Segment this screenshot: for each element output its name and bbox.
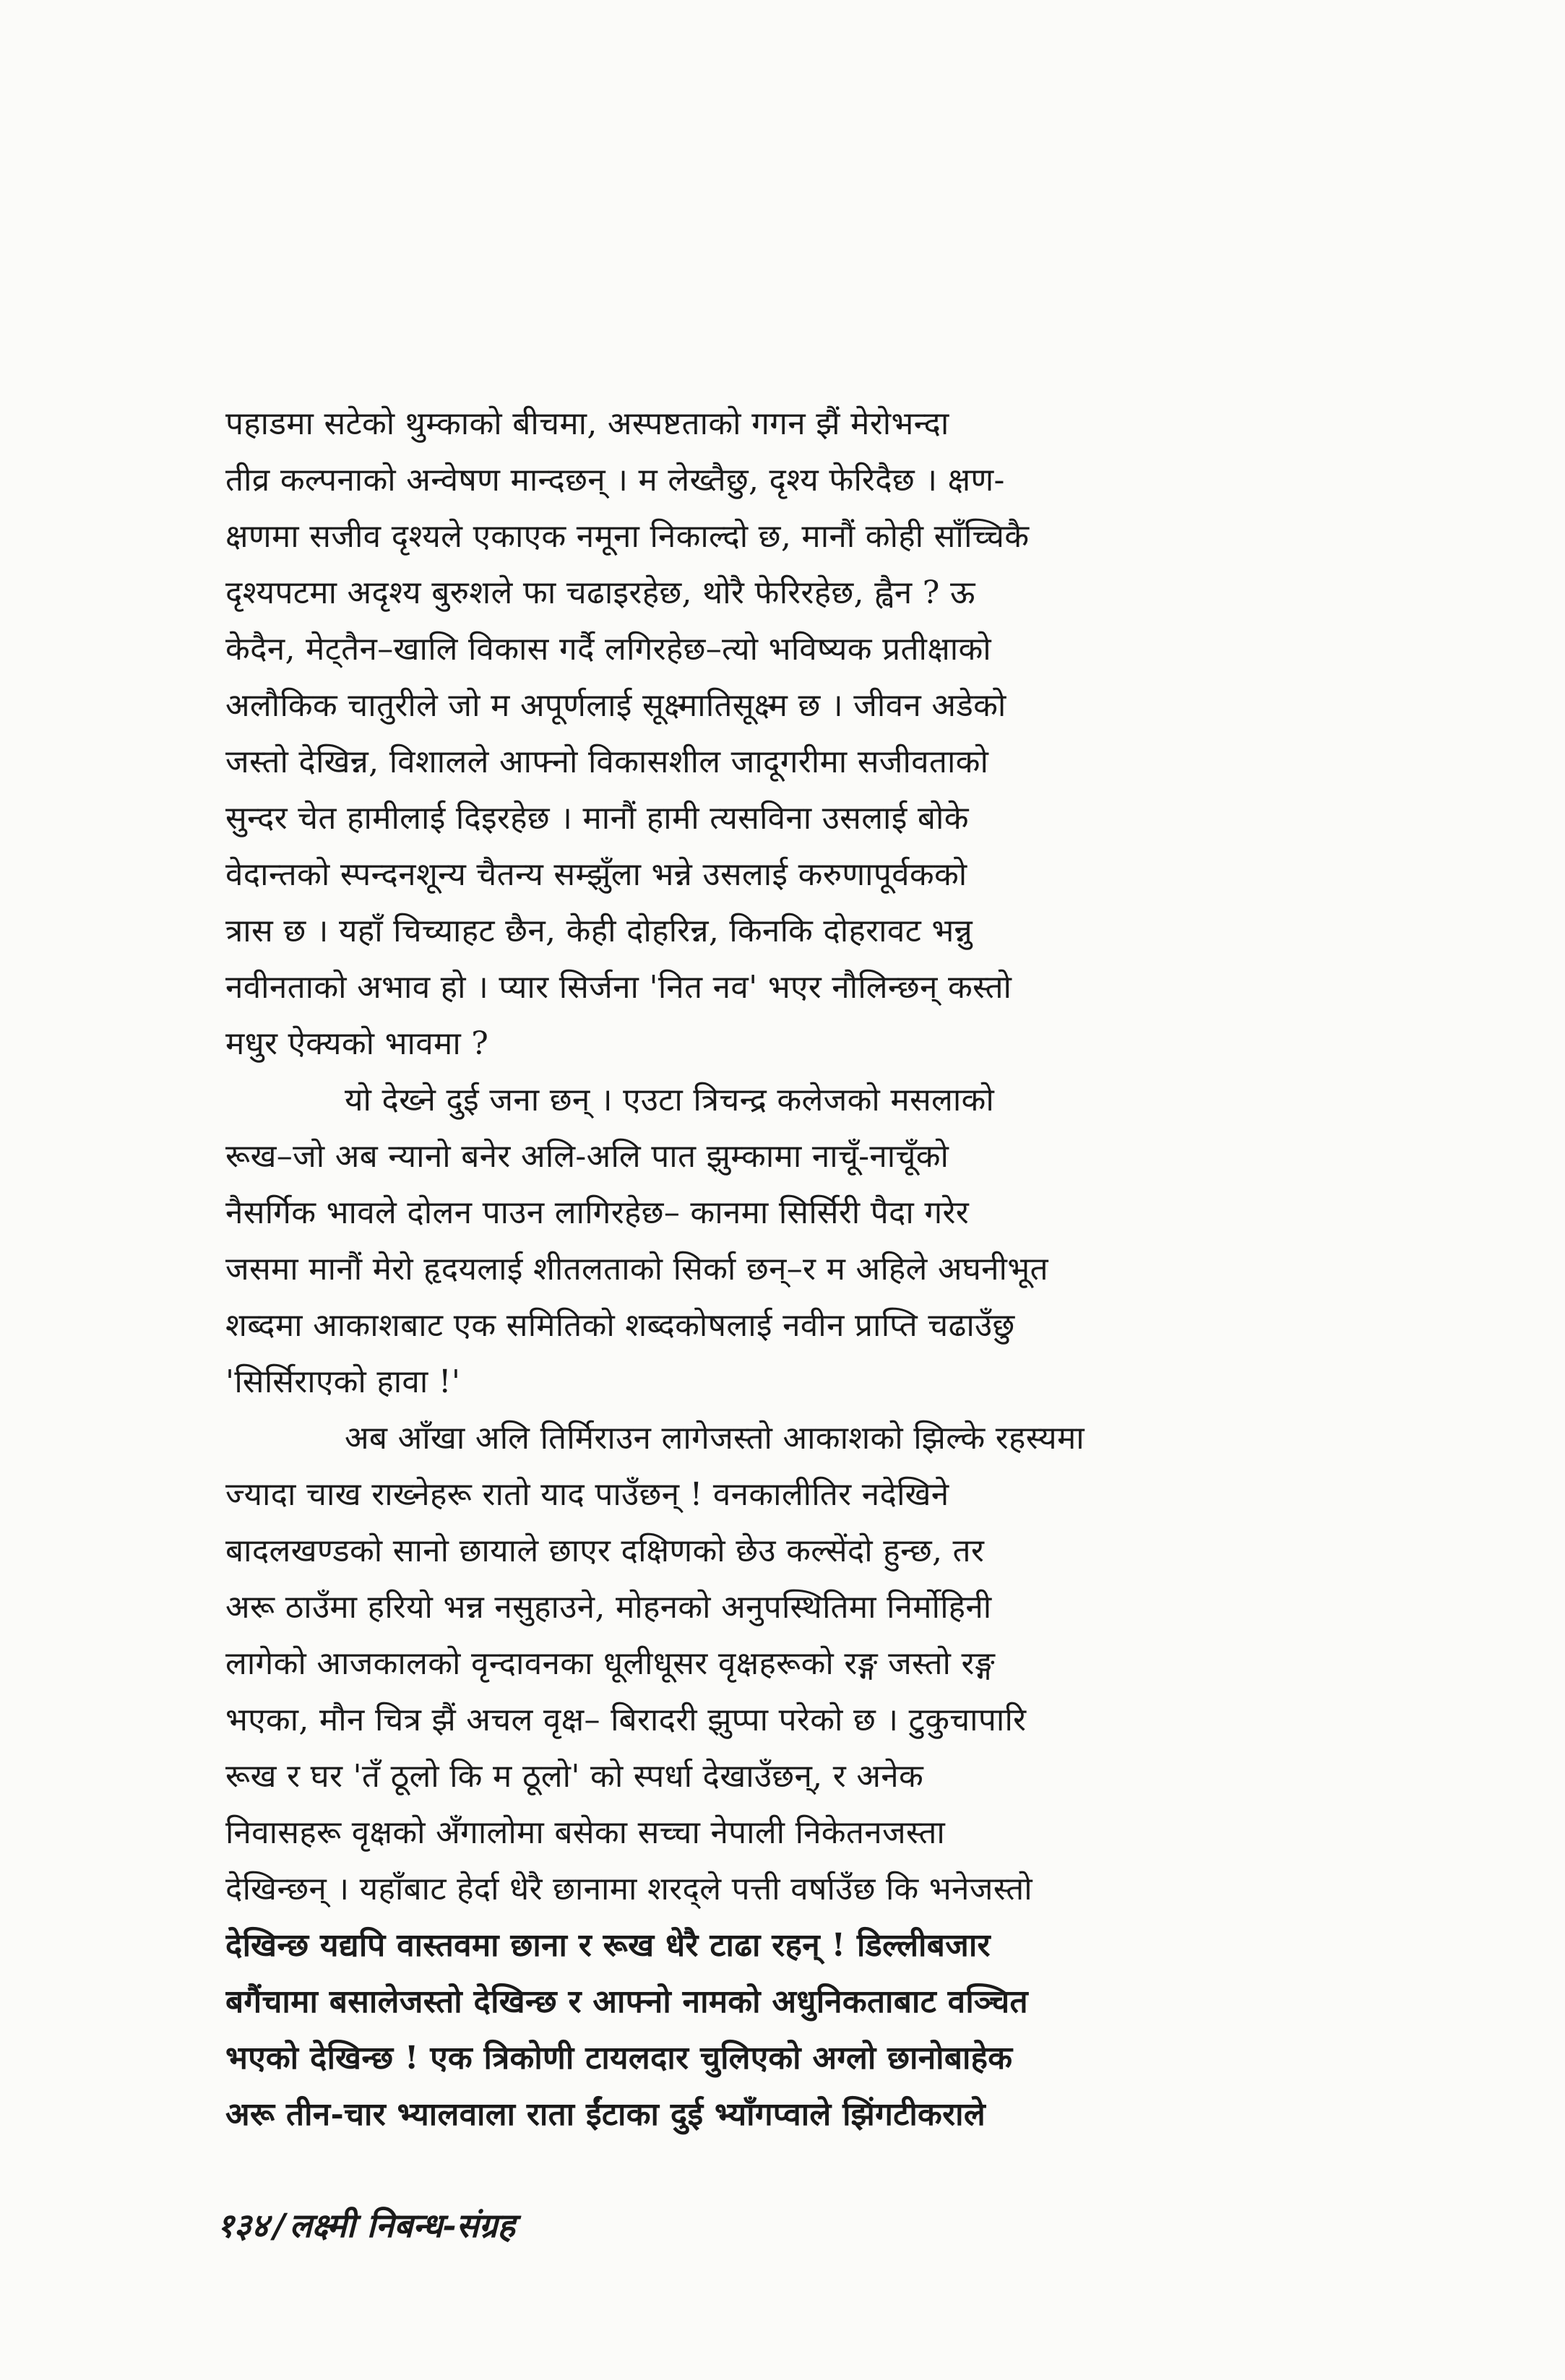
text-line: भएका, मौन चित्र झैं अचल वृक्ष– बिरादरी झुप्पा परेको छ । टुकुचापारि [225, 1702, 1027, 1738]
text-line: शब्दमा आकाशबाट एक समितिको शब्दकोषलाई नवीन प्राप्ति चढाउँछु [225, 1307, 1015, 1344]
text-line: नवीनताको अभाव हो । प्यार सिर्जना 'नित नव' भएर नौलिन्छन् कस्तो [225, 969, 1012, 1006]
text-line: मधुर ऐक्यको भावमा ? [225, 1025, 489, 1062]
text-line: अरू ठाउँमा हरियो भन्न नसुहाउने, मोहनको अनुपस्थितिमा निर्मोहिनी [225, 1589, 992, 1626]
text-line: नैसर्गिक भावले दोलन पाउन लागिरहेछ– कानमा सिर्सिरी पैदा गरेर [225, 1194, 970, 1231]
text-line: ज्यादा चाख राख्नेहरू रातो याद पाउँछन् ! वनकालीतिर नदेखिने [225, 1476, 949, 1513]
text-line: भएको देखिन्छ ! एक त्रिकोणी टायलदार चुलिएको अग्लो छानोबाहेक [225, 2040, 1013, 2077]
text-line: देखिन्छ यद्यपि वास्तवमा छाना र रूख धेरै टाढा रहन् ! डिल्लीबजार [225, 1927, 991, 1964]
text-line: 'सिर्सिराएको हावा !' [225, 1363, 461, 1400]
text-line: तीव्र कल्पनाको अन्वेषण मान्दछन् । म लेख्तैछु, दृश्य फेरिदैछ । क्षण- [225, 462, 1005, 499]
text-line: पहाडमा सटेको थुम्काको बीचमा, अस्पष्टताको गगन झैं मेरोभन्दा [225, 405, 949, 442]
book-title: लक्ष्मी निबन्ध-संग्रह [289, 2206, 515, 2245]
text-line: देखिन्छन् । यहाँबाट हेर्दा धेरै छानामा शरद्ले पत्ती वर्षाउँछ कि भनेजस्तो [225, 1871, 1032, 1907]
text-line: बादलखण्डको सानो छायाले छाएर दक्षिणको छेउ कल्सेंदो हुन्छ, तर [225, 1532, 985, 1569]
text-line: अरू तीन-चार भ्यालवाला राता ईंटाका दुई भ्याँगप्वाले झिंगटीकराले [225, 2096, 986, 2133]
text-line: केदैन, मेट्तैन–खालि विकास गर्दै लगिरहेछ–त्यो भविष्यक प्रतीक्षाको [225, 631, 991, 668]
text-line: वेदान्तको स्पन्दनशून्य चैतन्य सम्झुँला भन्ने उसलाई करुणापूर्वकको [225, 856, 967, 893]
text-line: दृश्यपटमा अदृश्य बुरुशले फा चढाइरहेछ, थोरै फेरिरहेछ, ह्वैन ? ऊ [225, 574, 975, 611]
text-line: यो देख्ने दुई जना छन् । एउटा त्रिचन्द्र कलेजको मसलाको [345, 1082, 995, 1118]
essay-text [225, 396, 1367, 2143]
text-line: अब आँखा अलि तिर्मिराउन लागेजस्तो आकाशको झिल्के रहस्यमा [345, 1420, 1085, 1457]
footer-separator: / [272, 2206, 285, 2245]
text-line: रूख–जो अब न्यानो बनेर अलि-अलि पात झुम्कामा नाचूँ-नाचूँको [225, 1138, 949, 1175]
page-number: १३४ [217, 2206, 269, 2245]
text-line: बगैंचामा बसालेजस्तो देखिन्छ र आफ्नो नामको अधुनिकताबाट वञ्चित [225, 1983, 1028, 2020]
text-line: सुन्दर चेत हामीलाई दिइरहेछ । मानौं हामी त्यसविना उसलाई बोके [225, 800, 969, 837]
text-line: क्षणमा सजीव दृश्यले एकाएक नमूना निकाल्दो छ, मानौं कोही साँच्चिकै [225, 518, 1030, 555]
text-line: निवासहरू वृक्षको अँगालोमा बसेका सच्चा नेपाली निकेतनजस्ता [225, 1814, 946, 1851]
text-line: त्रास छ । यहाँ चिच्याहट छैन, केही दोहरिन्न, किनकि दोहरावट भन्नु [225, 913, 973, 949]
text-line: जस्तो देखिन्न, विशालले आफ्नो विकासशील जादूगरीमा सजीवताको [225, 743, 989, 780]
text-line: अलौकिक चातुरीले जो म अपूर्णलाई सूक्ष्मातिसूक्ष्म छ । जीवन अडेको [225, 687, 1006, 724]
text-line: लागेको आजकालको वृन्दावनका धूलीधूसर वृक्षहरूको रङ्ग जस्तो रङ्ग [225, 1645, 995, 1682]
text-line: रूख र घर 'तँ ठूलो कि म ठूलो' को स्पर्धा देखाउँछन्, र अनेक [225, 1758, 924, 1795]
text-line: जसमा मानौं मेरो हृदयलाई शीतलताको सिर्का छन्–र म अहिले अघनीभूत [225, 1251, 1048, 1288]
page-footer [217, 2202, 515, 2247]
